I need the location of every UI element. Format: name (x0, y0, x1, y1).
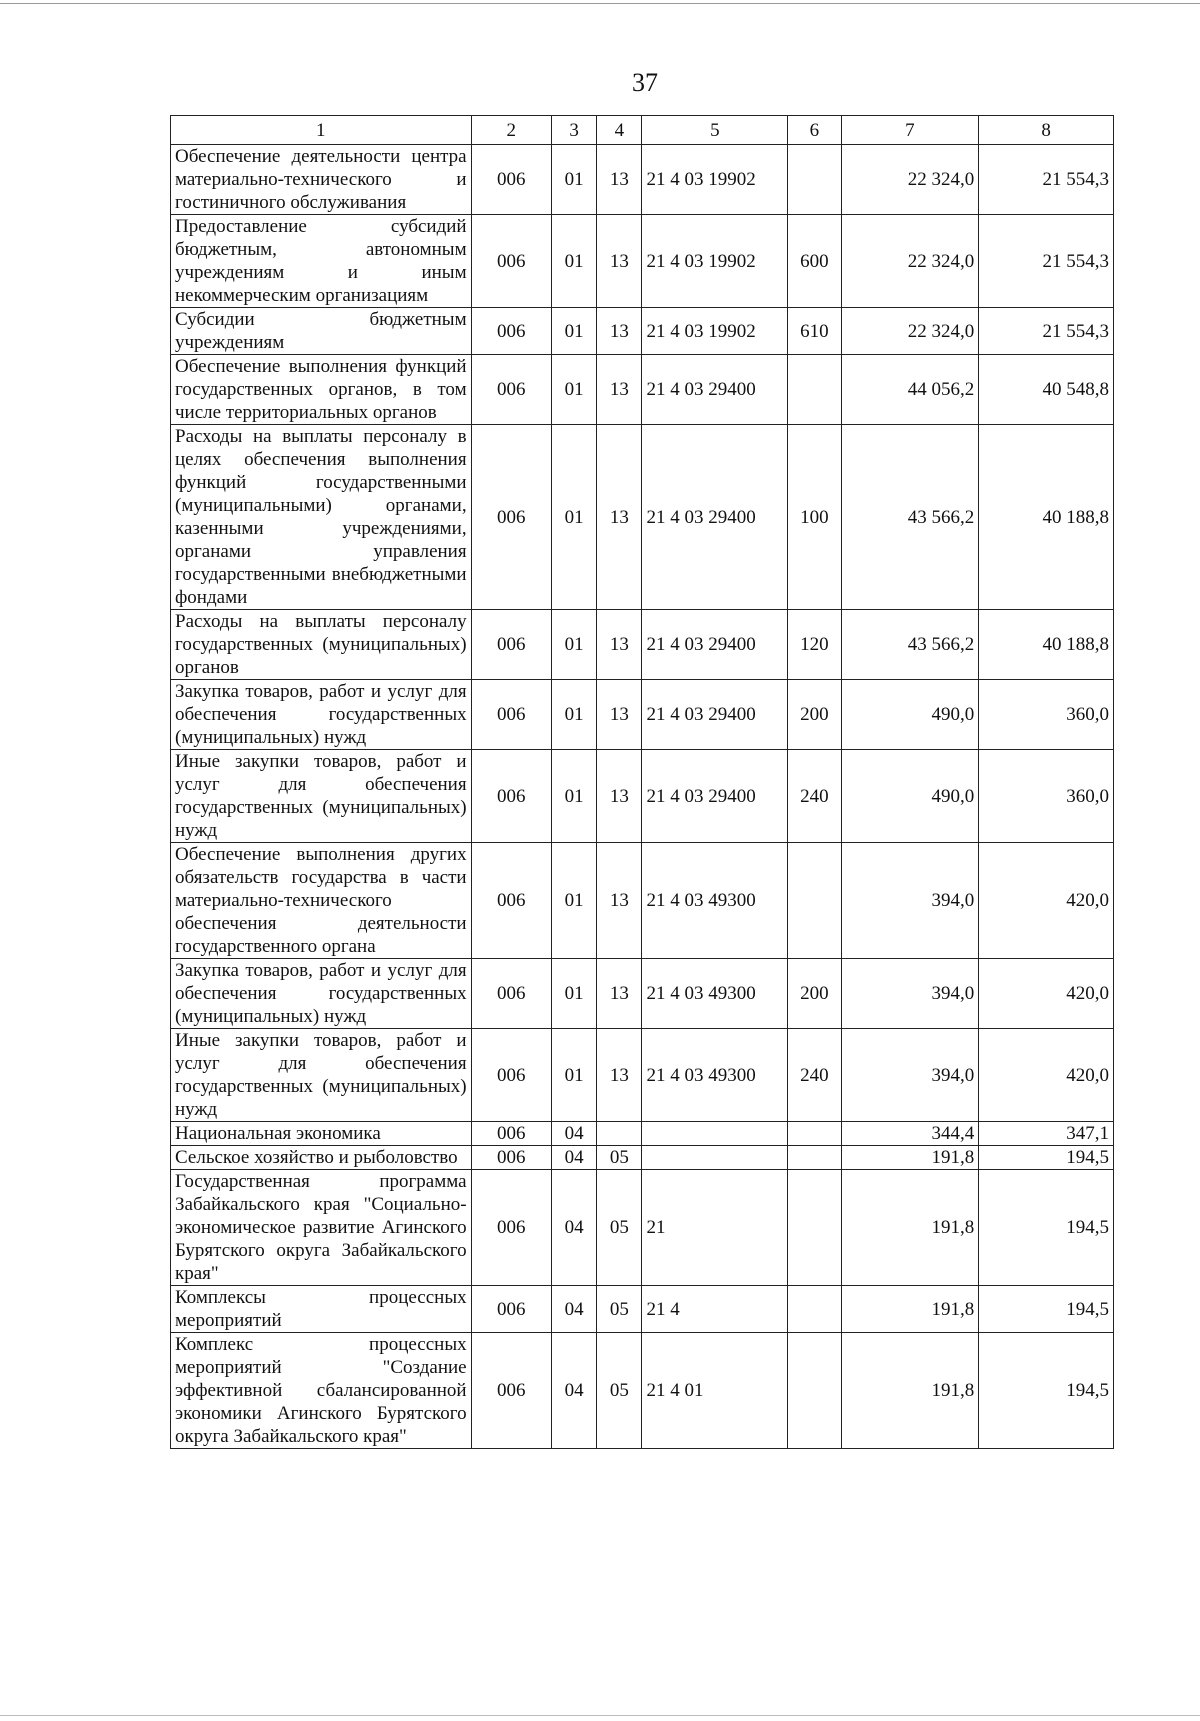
row-name-cell: Обеспечение деятельности центра материально-технического и гостиничного обслуживания (171, 145, 472, 215)
target-article-cell: 21 4 03 49300 (642, 843, 788, 959)
target-article-cell: 21 4 01 (642, 1333, 788, 1449)
amount-year2-cell: 194,5 (979, 1146, 1114, 1170)
row-name-cell: Сельское хозяйство и рыболовство (171, 1146, 472, 1170)
subsection-cell: 13 (597, 750, 642, 843)
subsection-cell: 05 (597, 1333, 642, 1449)
target-article-cell: 21 4 03 29400 (642, 355, 788, 425)
amount-year2-cell: 40 188,8 (979, 425, 1114, 610)
column-header: 6 (788, 116, 841, 145)
amount-year1-cell: 43 566,2 (841, 610, 979, 680)
section-cell: 04 (552, 1122, 597, 1146)
budget-table (170, 115, 1114, 1449)
admin-code-cell: 006 (471, 308, 551, 355)
admin-code-cell: 006 (471, 1122, 551, 1146)
table-row (171, 1122, 1114, 1146)
amount-year1-cell: 191,8 (841, 1170, 979, 1286)
subsection-cell: 05 (597, 1146, 642, 1170)
row-name-cell: Субсидии бюджетным учреждениям (171, 308, 472, 355)
admin-code-cell: 006 (471, 355, 551, 425)
admin-code-cell: 006 (471, 1286, 551, 1333)
target-article-cell: 21 (642, 1170, 788, 1286)
subsection-cell (597, 1122, 642, 1146)
row-name-cell: Расходы на выплаты персоналу государственных (муниципальных) органов (171, 610, 472, 680)
admin-code-cell: 006 (471, 843, 551, 959)
subsection-cell: 13 (597, 1029, 642, 1122)
table-row (171, 145, 1114, 215)
target-article-cell: 21 4 03 29400 (642, 610, 788, 680)
amount-year2-cell: 21 554,3 (979, 145, 1114, 215)
amount-year1-cell: 394,0 (841, 1029, 979, 1122)
amount-year2-cell: 194,5 (979, 1286, 1114, 1333)
section-cell: 01 (552, 215, 597, 308)
amount-year2-cell: 194,5 (979, 1170, 1114, 1286)
expense-type-cell (788, 1286, 841, 1333)
subsection-cell: 13 (597, 959, 642, 1029)
admin-code-cell: 006 (471, 610, 551, 680)
subsection-cell: 13 (597, 308, 642, 355)
amount-year2-cell: 420,0 (979, 1029, 1114, 1122)
section-cell: 01 (552, 145, 597, 215)
table-row (171, 610, 1114, 680)
section-cell: 04 (552, 1333, 597, 1449)
amount-year2-cell: 420,0 (979, 843, 1114, 959)
table-body (171, 145, 1114, 1449)
amount-year2-cell: 347,1 (979, 1122, 1114, 1146)
target-article-cell (642, 1146, 788, 1170)
target-article-cell: 21 4 03 29400 (642, 425, 788, 610)
column-header: 4 (597, 116, 642, 145)
expense-type-cell: 240 (788, 750, 841, 843)
admin-code-cell: 006 (471, 680, 551, 750)
section-cell: 01 (552, 1029, 597, 1122)
section-cell: 01 (552, 959, 597, 1029)
row-name-cell: Государственная программа Забайкальского края "Социально-экономическое развитие Агинского Бурятского округа Забайкальского края" (171, 1170, 472, 1286)
column-header: 3 (552, 116, 597, 145)
expense-type-cell: 100 (788, 425, 841, 610)
expense-type-cell (788, 355, 841, 425)
amount-year1-cell: 191,8 (841, 1146, 979, 1170)
amount-year2-cell: 360,0 (979, 680, 1114, 750)
section-cell: 01 (552, 680, 597, 750)
expense-type-cell (788, 1146, 841, 1170)
subsection-cell: 13 (597, 355, 642, 425)
expense-type-cell: 600 (788, 215, 841, 308)
table-row (171, 308, 1114, 355)
table-row (171, 1333, 1114, 1449)
subsection-cell: 13 (597, 843, 642, 959)
row-name-cell: Закупка товаров, работ и услуг для обеспечения государственных (муниципальных) нужд (171, 959, 472, 1029)
target-article-cell: 21 4 03 49300 (642, 959, 788, 1029)
amount-year2-cell: 21 554,3 (979, 215, 1114, 308)
section-cell: 01 (552, 308, 597, 355)
table-row (171, 425, 1114, 610)
amount-year1-cell: 22 324,0 (841, 308, 979, 355)
target-article-cell: 21 4 03 19902 (642, 215, 788, 308)
expense-type-cell: 120 (788, 610, 841, 680)
admin-code-cell: 006 (471, 215, 551, 308)
table-row (171, 750, 1114, 843)
table-row (171, 959, 1114, 1029)
page-number: 37 (632, 68, 658, 97)
amount-year1-cell: 394,0 (841, 959, 979, 1029)
subsection-cell: 13 (597, 145, 642, 215)
admin-code-cell: 006 (471, 959, 551, 1029)
target-article-cell: 21 4 03 49300 (642, 1029, 788, 1122)
expense-type-cell: 200 (788, 959, 841, 1029)
section-cell: 01 (552, 610, 597, 680)
target-article-cell (642, 1122, 788, 1146)
row-name-cell: Национальная экономика (171, 1122, 472, 1146)
section-cell: 04 (552, 1286, 597, 1333)
row-name-cell: Иные закупки товаров, работ и услуг для обеспечения государственных (муниципальных) нужд (171, 750, 472, 843)
admin-code-cell: 006 (471, 750, 551, 843)
target-article-cell: 21 4 03 19902 (642, 145, 788, 215)
table-row (171, 215, 1114, 308)
row-name-cell: Обеспечение выполнения функций государственных органов, в том числе территориальных органов (171, 355, 472, 425)
amount-year1-cell: 22 324,0 (841, 215, 979, 308)
amount-year2-cell: 420,0 (979, 959, 1114, 1029)
admin-code-cell: 006 (471, 1146, 551, 1170)
admin-code-cell: 006 (471, 1333, 551, 1449)
table-row (171, 1286, 1114, 1333)
section-cell: 01 (552, 425, 597, 610)
expense-type-cell (788, 1170, 841, 1286)
expense-type-cell (788, 145, 841, 215)
amount-year2-cell: 360,0 (979, 750, 1114, 843)
table-row (171, 843, 1114, 959)
table-row (171, 1029, 1114, 1122)
amount-year2-cell: 40 188,8 (979, 610, 1114, 680)
amount-year2-cell: 194,5 (979, 1333, 1114, 1449)
amount-year1-cell: 191,8 (841, 1333, 979, 1449)
table-row (171, 1146, 1114, 1170)
row-name-cell: Обеспечение выполнения других обязательств государства в части материально-технического обеспечения деятельности государственного органа (171, 843, 472, 959)
column-header: 7 (841, 116, 979, 145)
expense-type-cell: 610 (788, 308, 841, 355)
table-row (171, 680, 1114, 750)
amount-year1-cell: 43 566,2 (841, 425, 979, 610)
expense-type-cell (788, 1122, 841, 1146)
admin-code-cell: 006 (471, 425, 551, 610)
subsection-cell: 13 (597, 215, 642, 308)
admin-code-cell: 006 (471, 145, 551, 215)
subsection-cell: 05 (597, 1170, 642, 1286)
section-cell: 04 (552, 1146, 597, 1170)
section-cell: 01 (552, 355, 597, 425)
section-cell: 04 (552, 1170, 597, 1286)
row-name-cell: Расходы на выплаты персоналу в целях обеспечения выполнения функций государственными (муниципальными) органами, казенными учреждениями, органами управления государственными внебюджетными фондами (171, 425, 472, 610)
column-header: 1 (171, 116, 472, 145)
row-name-cell: Комплексы процессных мероприятий (171, 1286, 472, 1333)
admin-code-cell: 006 (471, 1029, 551, 1122)
admin-code-cell: 006 (471, 1170, 551, 1286)
section-cell: 01 (552, 843, 597, 959)
column-header: 2 (471, 116, 551, 145)
table-row (171, 355, 1114, 425)
amount-year1-cell: 490,0 (841, 750, 979, 843)
subsection-cell: 13 (597, 610, 642, 680)
expense-type-cell (788, 843, 841, 959)
row-name-cell: Комплекс процессных мероприятий "Создание эффективной сбалансированной экономики Агинского Бурятского округа Забайкальского края" (171, 1333, 472, 1449)
target-article-cell: 21 4 03 29400 (642, 680, 788, 750)
amount-year2-cell: 40 548,8 (979, 355, 1114, 425)
target-article-cell: 21 4 03 29400 (642, 750, 788, 843)
amount-year1-cell: 44 056,2 (841, 355, 979, 425)
subsection-cell: 13 (597, 680, 642, 750)
section-cell: 01 (552, 750, 597, 843)
subsection-cell: 05 (597, 1286, 642, 1333)
expense-type-cell (788, 1333, 841, 1449)
amount-year1-cell: 191,8 (841, 1286, 979, 1333)
row-name-cell: Закупка товаров, работ и услуг для обеспечения государственных (муниципальных) нужд (171, 680, 472, 750)
expense-type-cell: 240 (788, 1029, 841, 1122)
target-article-cell: 21 4 (642, 1286, 788, 1333)
amount-year2-cell: 21 554,3 (979, 308, 1114, 355)
amount-year1-cell: 394,0 (841, 843, 979, 959)
table-row (171, 1170, 1114, 1286)
row-name-cell: Иные закупки товаров, работ и услуг для обеспечения государственных (муниципальных) нужд (171, 1029, 472, 1122)
amount-year1-cell: 490,0 (841, 680, 979, 750)
column-header: 8 (979, 116, 1114, 145)
column-header: 5 (642, 116, 788, 145)
scan-bottom-edge (0, 1715, 1200, 1716)
target-article-cell: 21 4 03 19902 (642, 308, 788, 355)
amount-year1-cell: 22 324,0 (841, 145, 979, 215)
scan-top-edge (0, 3, 1200, 4)
expense-type-cell: 200 (788, 680, 841, 750)
table-header-row (171, 116, 1114, 145)
row-name-cell: Предоставление субсидий бюджетным, автономным учреждениям и иным некоммерческим организациям (171, 215, 472, 308)
subsection-cell: 13 (597, 425, 642, 610)
amount-year1-cell: 344,4 (841, 1122, 979, 1146)
